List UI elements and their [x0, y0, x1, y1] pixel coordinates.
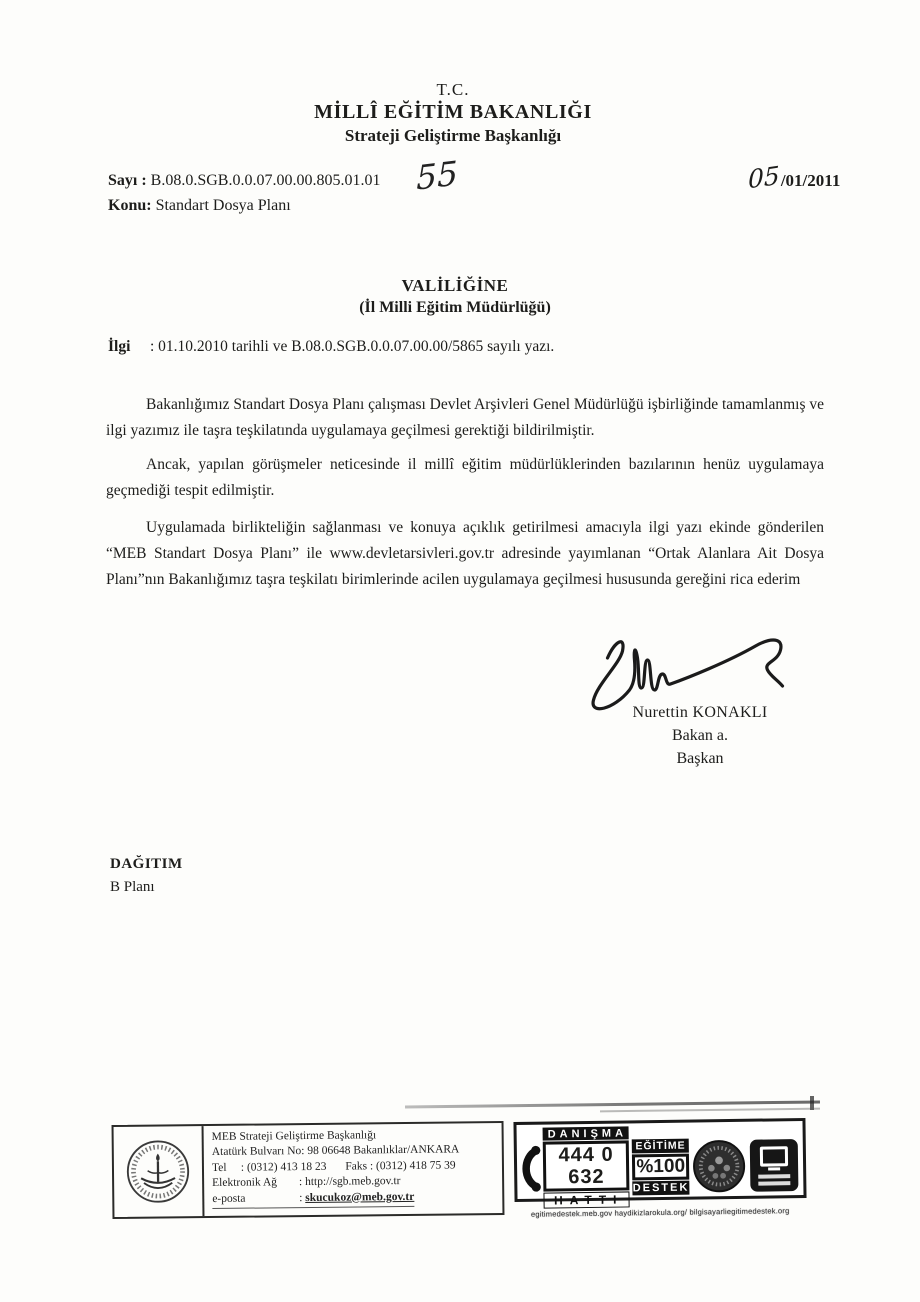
hotline-bottom-label: HATTI	[543, 1191, 630, 1208]
handwritten-number: 55	[415, 153, 459, 198]
printed-date: /01/2011	[780, 171, 841, 190]
meb-logo-cell	[114, 1126, 205, 1217]
footer-campaign-row	[520, 1124, 800, 1209]
footer-email-row	[212, 1189, 495, 1209]
letterhead-ministry: MİLLÎ EĞİTİM BAKANLIĞI	[314, 101, 592, 123]
campaign-urls: egitimedestek.meb.gov haydikizlarokula.org/ bilgisayarliegitimedestek.org	[530, 1206, 790, 1219]
footer-contact-box	[112, 1121, 505, 1219]
letterhead	[0, 80, 906, 146]
footer-email-label: e-posta	[212, 1192, 246, 1205]
footer-email-sep: :	[299, 1191, 303, 1204]
reference-text: : 01.10.2010 tarihli ve B.08.0.SGB.0.0.07.00.00/5865 sayılı yazı.	[150, 338, 555, 355]
footer-tel-label: Tel	[211, 1161, 227, 1174]
addressee-line2: (İl Milli Eğitim Müdürlüğü)	[359, 299, 551, 316]
footer-email-address: skucukoz@meb.gov.tr	[305, 1190, 415, 1204]
support-line3: DESTEK	[632, 1181, 690, 1194]
footer-network-label: Elektronik Ağ	[212, 1176, 278, 1190]
reference-row	[108, 338, 554, 356]
konu-label: Konu:	[108, 197, 152, 214]
sayi-value: B.08.0.SGB.0.0.07.00.00.805.01.01	[150, 172, 381, 189]
footer-contact-text	[204, 1123, 503, 1216]
computer-campaign-badge-icon	[749, 1138, 800, 1193]
signer-title-2: Başkan	[676, 750, 724, 767]
signer-name: Nurettin KONAKLI	[632, 704, 768, 721]
footer-network-value: : http://sgb.meb.gov.tr	[298, 1175, 401, 1189]
scan-smudge	[405, 1100, 820, 1108]
konu-value: Standart Dosya Planı	[155, 197, 291, 214]
footer-tel-row	[212, 1158, 495, 1176]
handwritten-signature-icon	[575, 610, 795, 710]
hotline-banner	[543, 1126, 630, 1208]
meb-seal-icon	[125, 1138, 192, 1205]
date	[748, 160, 841, 195]
distribution-block	[110, 856, 183, 896]
letterhead-tc: T.C.	[436, 80, 470, 99]
reference-label: İlgi	[108, 338, 131, 355]
footer-campaign-box	[513, 1118, 806, 1219]
campaign-circle-badge-icon	[692, 1138, 747, 1193]
hotline-number: 444 0 632	[543, 1140, 630, 1191]
body-paragraph-2: Ancak, yapılan görüşmeler neticesinde il millî eğitim müdürlüklerinden bazılarının henüz uygulamaya geçmediği tespit edilmiştir.	[106, 456, 824, 499]
distribution-item: B Planı	[110, 879, 155, 895]
footer-address: Atatürk Bulvarı No: 98 06648 Bakanlıklar/ANKARA	[211, 1143, 460, 1159]
scan-smudge	[600, 1108, 820, 1113]
handwritten-date-day: 05	[748, 160, 780, 195]
distribution-title: DAĞITIM	[110, 856, 183, 872]
footer-tel-value: : (0312) 413 18 23	[240, 1160, 327, 1174]
hotline-top-label: DANIŞMA	[543, 1126, 630, 1140]
support-line1: EĞİTİME	[632, 1138, 689, 1153]
letterhead-department: Strateji Geliştirme Başkanlığı	[344, 126, 562, 145]
sayi-row	[108, 172, 380, 190]
body-paragraph-3: Uygulamada birlikteliğin sağlanması ve konuya açıklık getirilmesi amacıyla ilgi yazı ekinde gönderilen “MEB Standart Dosya Planı” ile www.devletarsivleri.gov.tr adresinde yayımlanan “Ortak Alanlara Ait Dosya Planı”nın Bakanlığımız taşra teşkilatı birimlerinde acilen uygulamaya geçilmesi hususunda gereğini rica ederim	[106, 519, 824, 588]
sayi-label: Sayı :	[108, 172, 147, 189]
footer-faks-value: : (0312) 418 75 39	[369, 1159, 456, 1173]
signature-block	[588, 704, 812, 768]
body-paragraph-1: Bakanlığımız Standart Dosya Planı çalışması Devlet Arşivleri Genel Müdürlüğü işbirliğinde tamamlanmış ve ilgi yazımız ile taşra teşkilatında uygulamaya geçilmesi gerektiği bildirilmiştir.	[106, 396, 824, 439]
support-line2: %100	[632, 1153, 689, 1180]
phone-handset-icon	[520, 1140, 541, 1196]
footer-faks-label: Faks	[345, 1160, 368, 1173]
konu-row	[108, 197, 291, 215]
addressee-line1: VALİLİĞİNE	[401, 276, 509, 295]
addressee	[0, 276, 910, 317]
footer-org: MEB Strateji Geliştirme Başkanlığı	[211, 1129, 377, 1144]
support-banner	[632, 1138, 689, 1195]
signer-title-1: Bakan a.	[672, 727, 728, 744]
